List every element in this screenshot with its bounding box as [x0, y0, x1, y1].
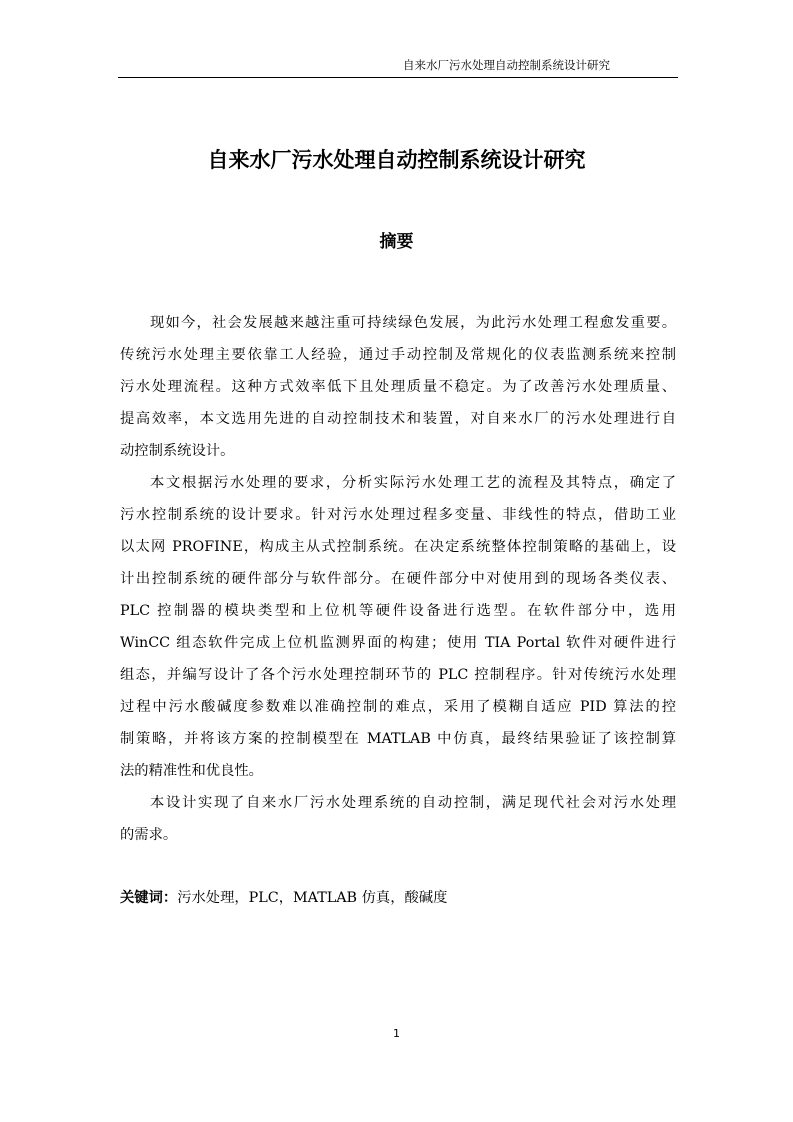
paragraph-1-line-5: 动控制系统设计。	[120, 443, 235, 459]
paragraph-2-line-1: 本文根据污水处理的要求，分析实际污水处理工艺的流程及其特点，确定了	[150, 475, 676, 491]
keywords-text: 污水处理，PLC，MATLAB 仿真，酸碱度	[177, 890, 448, 906]
keywords	[120, 884, 676, 912]
paragraph-1-line-2: 传统污水处理主要依靠工人经验，通过手动控制及常规化的仪表监测系统来控制	[120, 347, 676, 363]
paragraph-2-line-5: PLC 控制器的模块类型和上位机等硬件设备进行选型。在软件部分中，选用	[120, 603, 676, 619]
page-number: 1	[393, 1027, 400, 1040]
paragraph-2-line-4: 计出控制系统的硬件部分与软件部分。在硬件部分中对使用到的现场各类仪表、	[120, 571, 676, 587]
paragraph-1-line-4: 提高效率，本文选用先进的自动控制技术和装置，对自来水厂的污水处理进行自	[120, 411, 676, 427]
header-rule	[118, 77, 678, 78]
keywords-label: 关键词：	[120, 890, 178, 906]
paragraph-2-line-9: 制策略，并将该方案的控制模型在 MATLAB 中仿真，最终结果验证了该控制算	[120, 731, 676, 747]
running-header: 自来水厂污水处理自动控制系统设计研究	[403, 58, 610, 72]
paragraph-2-line-6: WinCC 组态软件完成上位机监测界面的构建；使用 TIA Portal 软件对硬件进行	[120, 635, 676, 651]
paragraph-2-line-10: 法的精准性和优良性。	[120, 763, 263, 779]
paragraph-3-line-1: 本设计实现了自来水厂污水处理系统的自动控制，满足现代社会对污水处理	[150, 795, 676, 811]
abstract-heading: 摘要	[379, 232, 414, 252]
paragraph-2-line-8: 过程中污水酸碱度参数难以准确控制的难点，采用了模糊自适应 PID 算法的控	[120, 699, 676, 715]
paragraph-3-line-2: 的需求。	[120, 827, 178, 843]
abstract-body	[120, 307, 676, 851]
paragraph-2-line-7: 组态，并编写设计了各个污水处理控制环节的 PLC 控制程序。针对传统污水处理	[120, 667, 676, 683]
paragraph-2-line-3: 以太网 PROFINE，构成主从式控制系统。在决定系统整体控制策略的基础上，设	[120, 539, 676, 555]
paragraph-1-line-1: 现如今，社会发展越来越注重可持续绿色发展，为此污水处理工程愈发重要。	[150, 315, 676, 331]
paragraph-1-line-3: 污水处理流程。这种方式效率低下且处理质量不稳定。为了改善污水处理质量、	[120, 379, 676, 395]
paper-title: 自来水厂污水处理自动控制系统设计研究	[207, 148, 586, 172]
paragraph-2-line-2: 污水控制系统的设计要求。针对污水处理过程多变量、非线性的特点，借助工业	[120, 507, 676, 523]
